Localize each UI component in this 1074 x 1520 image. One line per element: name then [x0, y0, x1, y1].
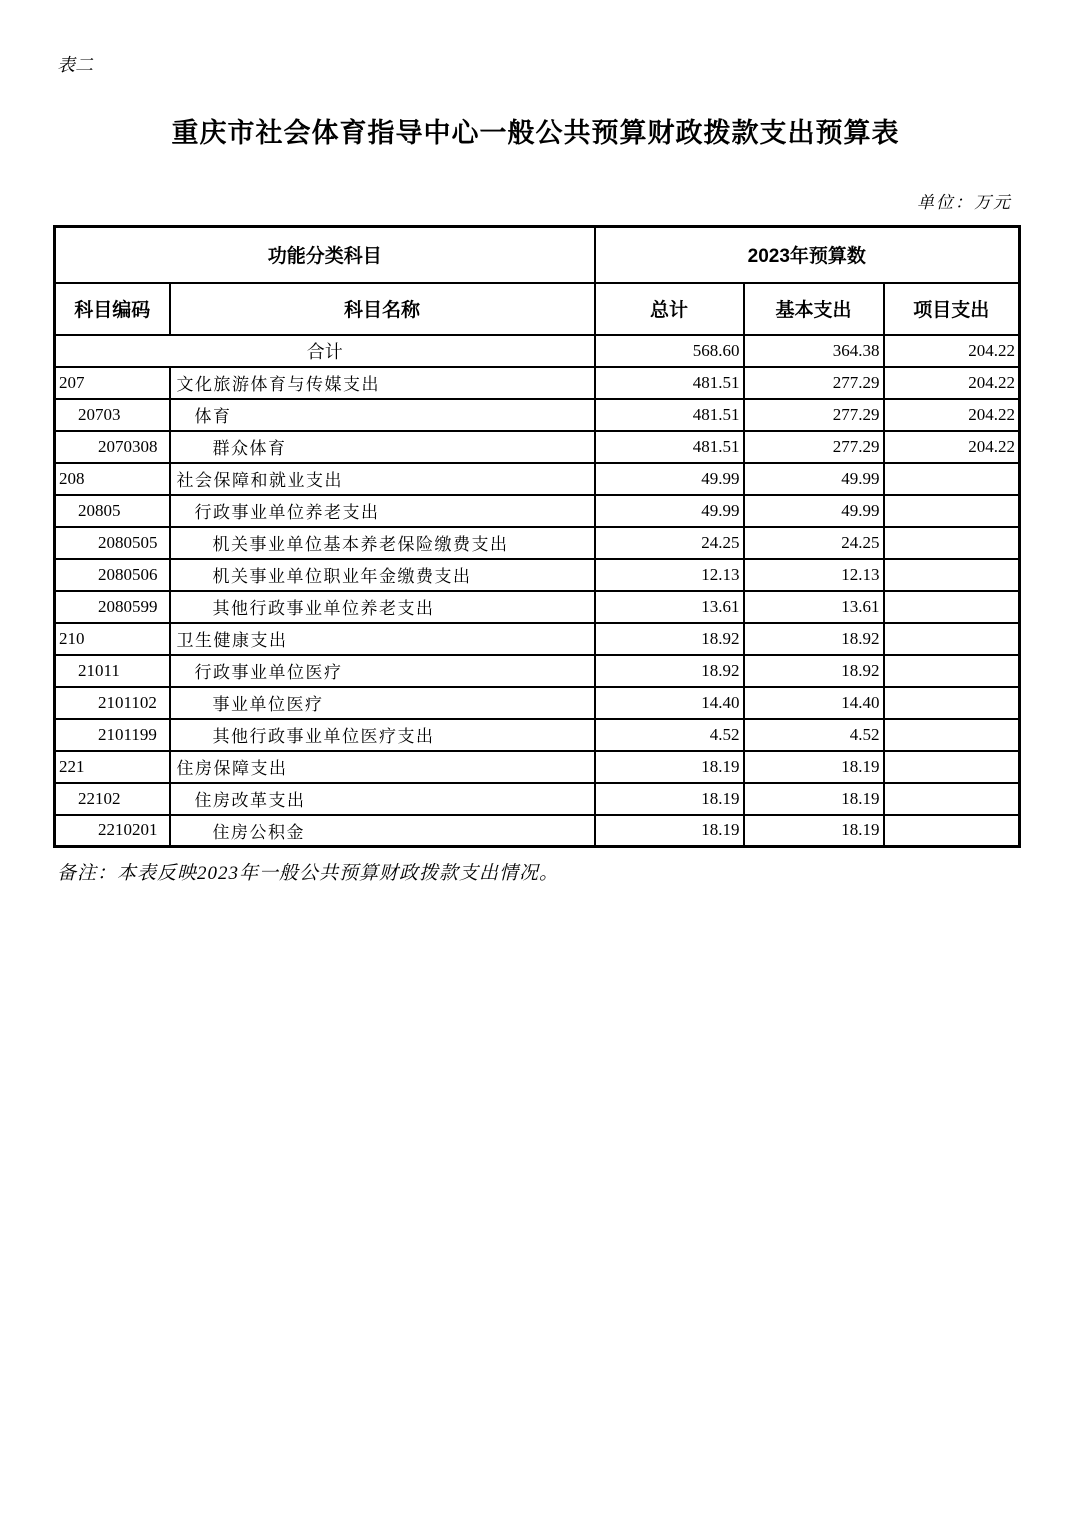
subject-code-cell: 207: [55, 367, 170, 399]
project-expenditure-cell: [884, 559, 1020, 591]
basic-expenditure-cell: 49.99: [744, 495, 884, 527]
total-cell: 18.92: [595, 655, 744, 687]
header-columns-row: [55, 283, 1020, 335]
table-row: [55, 367, 1020, 399]
table-row: [55, 559, 1020, 591]
total-row-label: 合计: [55, 335, 595, 367]
subject-name-cell: 行政事业单位养老支出: [170, 495, 595, 527]
subject-code-cell: 210: [55, 623, 170, 655]
table-header: [55, 227, 1020, 335]
table-row: [55, 463, 1020, 495]
header-budget-group: 2023年预算数: [595, 227, 1020, 283]
table-row: [55, 719, 1020, 751]
subject-code-cell: 20703: [55, 399, 170, 431]
total-row: [55, 335, 1020, 367]
subject-name-cell: 住房公积金: [170, 815, 595, 847]
table-row: [55, 431, 1020, 463]
subject-code-cell: 208: [55, 463, 170, 495]
subject-code-cell: 2101199: [55, 719, 170, 751]
basic-expenditure-cell: 24.25: [744, 527, 884, 559]
project-expenditure-cell: [884, 783, 1020, 815]
project-expenditure-cell: 204.22: [884, 431, 1020, 463]
footnote: 备注：本表反映2023年一般公共预算财政拨款支出情况。: [57, 863, 560, 884]
total-cell: 4.52: [595, 719, 744, 751]
basic-expenditure-cell: 18.92: [744, 655, 884, 687]
table-row: [55, 623, 1020, 655]
subject-code-cell: 21011: [55, 655, 170, 687]
project-expenditure-cell: [884, 591, 1020, 623]
subject-code-cell: 2070308: [55, 431, 170, 463]
basic-expenditure-cell: 18.19: [744, 751, 884, 783]
unit-label: 单位：万元: [917, 193, 1012, 212]
total-cell: 481.51: [595, 367, 744, 399]
table-row: [55, 527, 1020, 559]
table-number-label: 表二: [57, 55, 93, 75]
table-row: [55, 495, 1020, 527]
table-row: [55, 783, 1020, 815]
subject-name-cell: 体育: [170, 399, 595, 431]
project-expenditure-cell: [884, 623, 1020, 655]
subject-name-cell: 卫生健康支出: [170, 623, 595, 655]
subject-name-cell: 社会保障和就业支出: [170, 463, 595, 495]
page-title: 重庆市社会体育指导中心一般公共预算财政拨款支出预算表: [171, 118, 900, 148]
basic-expenditure-cell: 277.29: [744, 399, 884, 431]
subject-name-cell: 机关事业单位基本养老保险缴费支出: [170, 527, 595, 559]
subject-code-cell: 2101102: [55, 687, 170, 719]
basic-expenditure-cell: 13.61: [744, 591, 884, 623]
subject-name-cell: 群众体育: [170, 431, 595, 463]
total-row-total: 568.60: [595, 335, 744, 367]
table-row: [55, 751, 1020, 783]
total-cell: 18.19: [595, 815, 744, 847]
project-expenditure-cell: [884, 463, 1020, 495]
basic-expenditure-cell: 277.29: [744, 431, 884, 463]
table-row: [55, 815, 1020, 847]
header-project-expenditure: 项目支出: [884, 283, 1020, 335]
basic-expenditure-cell: 277.29: [744, 367, 884, 399]
total-cell: 13.61: [595, 591, 744, 623]
total-row-basic: 364.38: [744, 335, 884, 367]
table-row: [55, 655, 1020, 687]
total-cell: 12.13: [595, 559, 744, 591]
subject-code-cell: 2080506: [55, 559, 170, 591]
subject-name-cell: 事业单位医疗: [170, 687, 595, 719]
subject-code-cell: 22102: [55, 783, 170, 815]
project-expenditure-cell: [884, 815, 1020, 847]
subject-name-cell: 行政事业单位医疗: [170, 655, 595, 687]
total-cell: 49.99: [595, 463, 744, 495]
total-cell: 24.25: [595, 527, 744, 559]
table-row: [55, 591, 1020, 623]
total-cell: 18.92: [595, 623, 744, 655]
basic-expenditure-cell: 18.19: [744, 815, 884, 847]
total-cell: 18.19: [595, 751, 744, 783]
subject-code-cell: 2210201: [55, 815, 170, 847]
basic-expenditure-cell: 18.92: [744, 623, 884, 655]
total-cell: 18.19: [595, 783, 744, 815]
total-row-project: 204.22: [884, 335, 1020, 367]
header-subject-code: 科目编码: [55, 283, 170, 335]
subject-code-cell: 20805: [55, 495, 170, 527]
subject-name-cell: 其他行政事业单位医疗支出: [170, 719, 595, 751]
total-cell: 481.51: [595, 431, 744, 463]
subject-code-cell: 2080599: [55, 591, 170, 623]
project-expenditure-cell: [884, 751, 1020, 783]
subject-name-cell: 住房改革支出: [170, 783, 595, 815]
basic-expenditure-cell: 18.19: [744, 783, 884, 815]
project-expenditure-cell: [884, 719, 1020, 751]
basic-expenditure-cell: 4.52: [744, 719, 884, 751]
subject-name-cell: 住房保障支出: [170, 751, 595, 783]
project-expenditure-cell: 204.22: [884, 367, 1020, 399]
project-expenditure-cell: 204.22: [884, 399, 1020, 431]
subject-name-cell: 机关事业单位职业年金缴费支出: [170, 559, 595, 591]
table-row: [55, 399, 1020, 431]
subject-name-cell: 其他行政事业单位养老支出: [170, 591, 595, 623]
basic-expenditure-cell: 49.99: [744, 463, 884, 495]
total-cell: 481.51: [595, 399, 744, 431]
basic-expenditure-cell: 12.13: [744, 559, 884, 591]
header-subject-name: 科目名称: [170, 283, 595, 335]
budget-table: [53, 225, 1021, 848]
subject-code-cell: 2080505: [55, 527, 170, 559]
header-group-row: [55, 227, 1020, 283]
header-function-group: 功能分类科目: [55, 227, 595, 283]
basic-expenditure-cell: 14.40: [744, 687, 884, 719]
total-cell: 14.40: [595, 687, 744, 719]
project-expenditure-cell: [884, 495, 1020, 527]
total-cell: 49.99: [595, 495, 744, 527]
subject-code-cell: 221: [55, 751, 170, 783]
header-basic-expenditure: 基本支出: [744, 283, 884, 335]
table-row: [55, 687, 1020, 719]
table-body: [55, 335, 1020, 847]
project-expenditure-cell: [884, 527, 1020, 559]
subject-name-cell: 文化旅游体育与传媒支出: [170, 367, 595, 399]
project-expenditure-cell: [884, 655, 1020, 687]
project-expenditure-cell: [884, 687, 1020, 719]
header-total: 总计: [595, 283, 744, 335]
